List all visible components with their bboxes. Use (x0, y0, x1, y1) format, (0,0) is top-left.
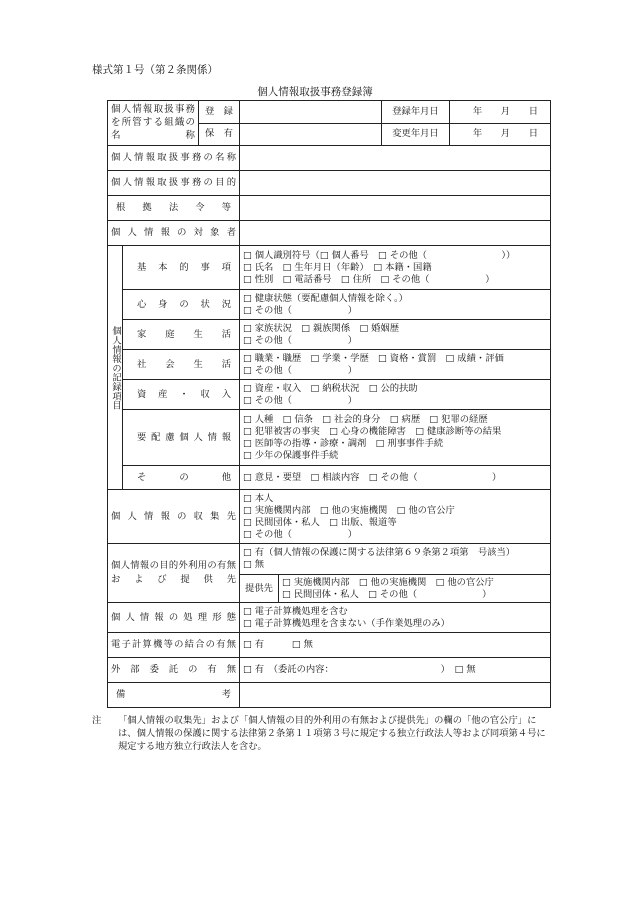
sensitive-row (108, 410, 551, 466)
external-use-line-2[interactable]: □ 無 (243, 559, 265, 570)
reg-date-value[interactable]: 年 月 日 (450, 101, 551, 124)
collection-line-4[interactable]: □ その他（ ） (243, 528, 358, 540)
processing-options (240, 603, 551, 633)
remarks-value[interactable] (240, 683, 551, 708)
other-label: その他 (123, 466, 240, 490)
collection-options (240, 490, 551, 544)
social-options (240, 350, 551, 380)
assets-row (108, 380, 551, 410)
org-row-registered (108, 101, 551, 124)
other-line-1[interactable]: □ 意見・要望 □ 相談内容 □ その他（ ） (243, 471, 502, 483)
linkage-value[interactable]: □ 有 □ 無 (240, 633, 551, 658)
assets-line-2[interactable]: □ その他（ ） (243, 394, 358, 406)
change-date-label: 変更年月日 (382, 123, 450, 146)
mind-body-label: 心身の状況 (123, 290, 240, 320)
sensitive-line-3[interactable]: □ 医師等の指導・診療・調剤 □ 刑事事件手続 (243, 437, 444, 449)
registered-label: 登 録 (199, 101, 239, 124)
basic-options (240, 246, 551, 290)
page-title: 個人情報取扱事務登録簿 (257, 86, 373, 98)
outsourcing-label: 外部委託の有無 (108, 658, 240, 683)
task-name-value[interactable] (240, 146, 551, 171)
registry-table (107, 100, 551, 708)
external-use-row (108, 544, 551, 603)
other-row (108, 466, 551, 490)
task-name-label: 個人情報取扱事務の名称 (108, 146, 240, 171)
task-purpose-label: 個人情報取扱事務の目的 (108, 171, 240, 196)
social-label: 社会生活 (123, 350, 240, 380)
org-label: 個人情報取扱事務を所管する組織の名称 (108, 101, 199, 145)
social-row (108, 350, 551, 380)
social-line-2[interactable]: □ その他（ ） (243, 364, 358, 376)
basic-line-3[interactable]: □ 性別 □ 電話番号 □ 住所 □ その他（ ） (243, 273, 495, 285)
remarks-label: 備考 (108, 683, 240, 708)
other-options (240, 466, 551, 490)
sensitive-line-2[interactable]: □ 犯罪被害の事実 □ 心身の機能障害 □ 健康診断等の結果 (243, 425, 502, 437)
external-use-label: 個人情報の目的外利用の有無および提供先 (108, 544, 240, 603)
processing-row (108, 603, 551, 633)
footnote (92, 714, 552, 753)
family-line-2[interactable]: □ その他（ ） (243, 334, 358, 346)
mind-body-row (108, 290, 551, 320)
collection-line-2[interactable]: □ 実施機関内部 □ 他の実施機関 □ 他の官公庁 (243, 504, 455, 516)
assets-line-1[interactable]: □ 資産・収入 □ 納税状況 □ 公的扶助 (243, 382, 418, 394)
task-purpose-value[interactable] (240, 171, 551, 196)
linkage-label: 電子計算機等の結合の有無 (108, 633, 240, 658)
subjects-row (108, 221, 551, 246)
provision-line-1[interactable]: □ 実施機関内部 □ 他の実施機関 □ 他の官公庁 (282, 576, 494, 588)
assets-options (240, 380, 551, 410)
legal-basis-value[interactable] (240, 196, 551, 221)
processing-line-2[interactable]: □ 電子計算機処理を含まない（手作業処理のみ） (243, 617, 450, 629)
task-purpose-row (108, 171, 551, 196)
mind-body-line-2[interactable]: □ その他（ ） (243, 304, 358, 316)
sensitive-line-4[interactable]: □ 少年の保護事件手続 (243, 449, 339, 461)
family-options (240, 320, 551, 350)
subjects-value[interactable] (240, 221, 551, 246)
subjects-label: 個人情報の対象者 (108, 221, 240, 246)
basic-label: 基本的事項 (123, 246, 240, 290)
basic-line-2[interactable]: □ 氏名 □ 生年月日（年齢） □ 本籍・国籍 (243, 261, 432, 273)
change-date-value[interactable]: 年 月 日 (450, 123, 551, 146)
collection-line-1[interactable]: □ 本人 (243, 492, 274, 504)
mind-body-options (240, 290, 551, 320)
collection-row (108, 490, 551, 544)
social-line-1[interactable]: □ 職業・職歴 □ 学業・学歴 □ 資格・賞罰 □ 成績・評価 (243, 352, 504, 364)
linkage-row (108, 633, 551, 658)
external-use-options (240, 544, 551, 603)
family-line-1[interactable]: □ 家族状況 □ 親族関係 □ 婚姻歴 (243, 322, 400, 334)
processing-label: 個人情報の処理形態 (108, 603, 240, 633)
sensitive-line-1[interactable]: □ 人種 □ 信条 □ 社会的身分 □ 病歴 □ 犯罪の経歴 (243, 413, 488, 425)
outsourcing-row (108, 658, 551, 683)
basic-line-1[interactable]: □ 個人識別符号（□ 個人番号 □ その他（ ）） (243, 249, 516, 261)
footnote-mark: 注 (92, 715, 102, 726)
mind-body-line-1[interactable]: □ 健康状態（要配慮個人情報を除く。） (243, 292, 408, 304)
org-label-cell (108, 101, 240, 146)
sensitive-label: 要配慮個人情報 (123, 410, 240, 466)
remarks-row (108, 683, 551, 708)
provision-label: 提供先 (240, 575, 279, 602)
family-label: 家庭生活 (123, 320, 240, 350)
collection-line-3[interactable]: □ 民間団体・私人 □ 出版、報道等 (243, 516, 397, 528)
processing-line-1[interactable]: □ 電子計算機処理を含む (243, 605, 348, 617)
family-row (108, 320, 551, 350)
registered-org-value[interactable] (240, 101, 382, 124)
collection-label: 個人情報の収集先 (108, 490, 240, 544)
sensitive-options (240, 410, 551, 466)
outsourcing-value[interactable]: □ 有 （委託の内容： ） □ 無 (240, 658, 551, 683)
form-number: 様式第１号（第２条関係） (92, 64, 218, 76)
held-label: 保 有 (205, 128, 233, 140)
external-use-line-1[interactable]: □ 有（個人情報の保護に関する法律第６９条第２項第 号該当） (243, 547, 516, 558)
provision-line-2[interactable]: □ 民間団体・私人 □ その他（ ） (282, 588, 492, 600)
assets-label: 資産・収入 (123, 380, 240, 410)
footnote-text: 「個人情報の収集先」および「個人情報の目的外利用の有無および提供先」の欄の「他の官公庁」には、個人情報の保護に関する法律第２条第１１項第３号に規定する独立行政法人等および同項第４号に規定する地方独立行政法人を含む。 (118, 715, 546, 752)
task-name-row (108, 146, 551, 171)
legal-basis-row (108, 196, 551, 221)
legal-basis-label: 根拠法令等 (108, 196, 240, 221)
reg-date-label: 登録年月日 (382, 101, 450, 124)
basic-row (108, 246, 551, 290)
held-org-value[interactable] (240, 123, 382, 146)
record-items-label: 個人情報の記録項目 (108, 246, 123, 490)
